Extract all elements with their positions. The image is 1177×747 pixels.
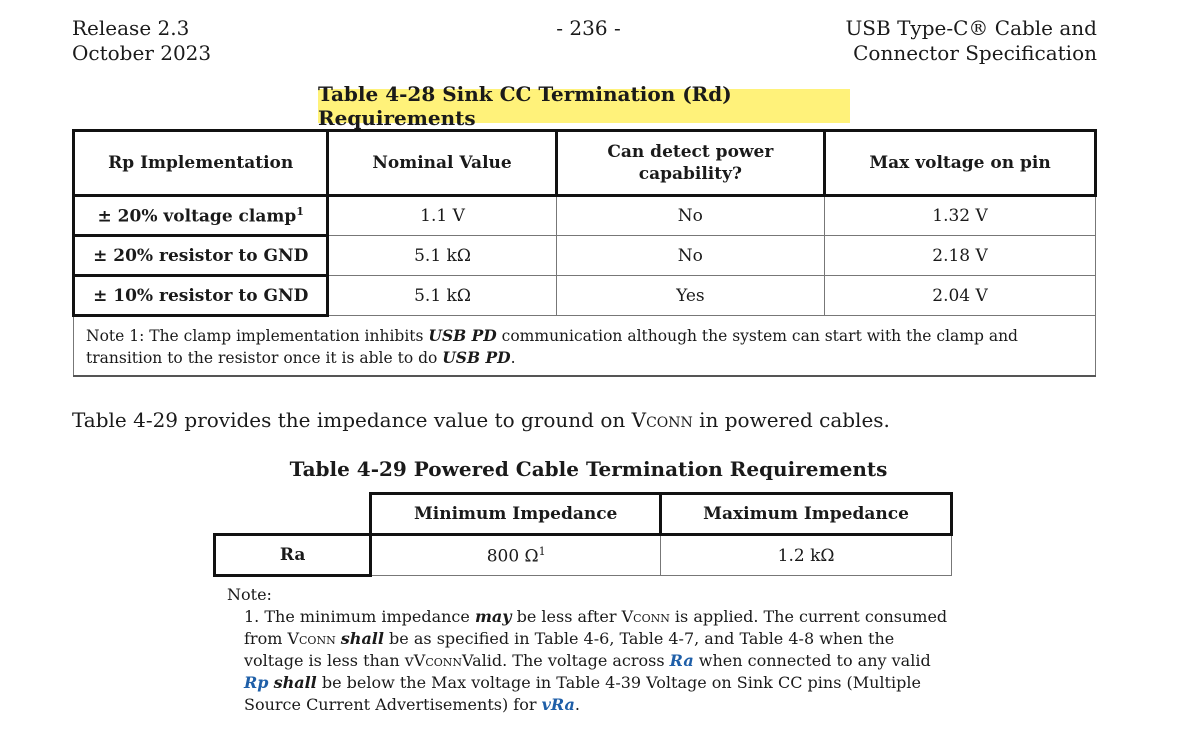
row-header: ± 20% resistor to GND (74, 236, 328, 276)
sink-cc-termination-table (72, 129, 1097, 377)
table-cell: 1.2 kΩ (661, 535, 952, 576)
vconn-conn: conn (299, 629, 336, 648)
row-header: ± 10% resistor to GND (74, 276, 328, 316)
table-cell: 1.1 V (328, 196, 556, 236)
column-header-text: Can detect power capability? (607, 142, 774, 184)
table-note (74, 316, 1096, 377)
note-body (227, 606, 957, 716)
ra-term: Ra (669, 651, 694, 670)
note-text: . (574, 695, 580, 714)
note-text: be as specified in Table 4-6, Table 4-7, and Table 4-8 when the voltage is less than vV (244, 629, 895, 670)
vconn-conn: conn (425, 651, 463, 670)
column-header: Nominal Value (328, 131, 556, 196)
note-title: Note: (227, 585, 272, 604)
page-number: - 236 - (556, 16, 621, 40)
table-row (74, 276, 1096, 316)
date-label: October 2023 (72, 41, 212, 65)
body-paragraph (72, 408, 890, 432)
column-header: Rp Implementation (74, 131, 328, 196)
row-header: Ra (215, 535, 371, 576)
table-cell: 2.18 V (825, 236, 1096, 276)
table-row (74, 196, 1096, 236)
note-emphasis: USB PD (428, 326, 497, 345)
note-text: is applied. The current consumed from V (244, 607, 948, 648)
note-text: be below the Max voltage in Table 4-39 Voltage on Sink CC pins (Multiple Source Current Advertisements) for (244, 673, 921, 714)
footnote-marker: 1 (538, 544, 546, 558)
vconn-term (632, 408, 693, 432)
table-header-row (74, 131, 1096, 196)
spec-title-line2: Connector Specification (853, 41, 1097, 65)
powered-cable-termination-table (213, 492, 953, 577)
table-cell: Yes (556, 276, 824, 316)
spec-title-line1: USB Type-C® Cable and (845, 16, 1097, 40)
note-text: Note 1: The clamp implementation inhibits (86, 327, 429, 345)
footnote-marker: 1 (296, 204, 304, 218)
vconn-conn: conn (646, 408, 693, 432)
table-note-row (74, 316, 1096, 377)
vconn-conn: conn (633, 607, 670, 626)
table-cell: 1.32 V (825, 196, 1096, 236)
note-text: Valid. The voltage across (462, 651, 670, 670)
table-header-row (215, 494, 952, 535)
column-header (556, 131, 824, 196)
rp-term: Rp (244, 673, 269, 692)
note-text: communication although the system can start with the clamp and transition to the resistor once it is able to do (86, 327, 1018, 367)
note-text: . (510, 349, 516, 367)
row-header (74, 196, 328, 236)
table1-caption: Table 4-28 Sink CC Termination (Rd) Requirements (318, 89, 850, 123)
note-text: when connected to any valid (693, 651, 931, 670)
row-header-text: ± 20% voltage clamp (97, 206, 297, 227)
paragraph-text: in powered cables. (692, 408, 890, 432)
header-right (845, 16, 1097, 66)
note-emphasis: may (474, 607, 512, 626)
table-cell: 2.04 V (825, 276, 1096, 316)
table-cell: 5.1 kΩ (328, 236, 556, 276)
cell-value: 800 Ω (486, 546, 539, 567)
note-text: be less after V (511, 607, 634, 626)
blank-corner-cell (215, 494, 371, 535)
paragraph-text: Table 4-29 provides the impedance value to ground on (72, 408, 632, 432)
table-row (74, 236, 1096, 276)
table-cell: 5.1 kΩ (328, 276, 556, 316)
table2-note (227, 584, 957, 716)
note-emphasis: shall (273, 673, 317, 692)
table-cell: No (556, 236, 824, 276)
column-header: Max voltage on pin (825, 131, 1096, 196)
column-header: Maximum Impedance (661, 494, 952, 535)
release-label: Release 2.3 (72, 16, 190, 40)
table2-caption: Table 4-29 Powered Cable Termination Requirements (289, 457, 888, 481)
vconn-v: V (631, 408, 647, 432)
note-emphasis: USB PD (442, 348, 511, 367)
column-header: Minimum Impedance (371, 494, 661, 535)
table-row (215, 535, 952, 576)
table-cell: No (556, 196, 824, 236)
table-cell (371, 535, 661, 576)
vra-term: vRa (541, 695, 575, 714)
note-text: 1. The minimum impedance (244, 607, 475, 626)
note-emphasis: shall (340, 629, 384, 648)
